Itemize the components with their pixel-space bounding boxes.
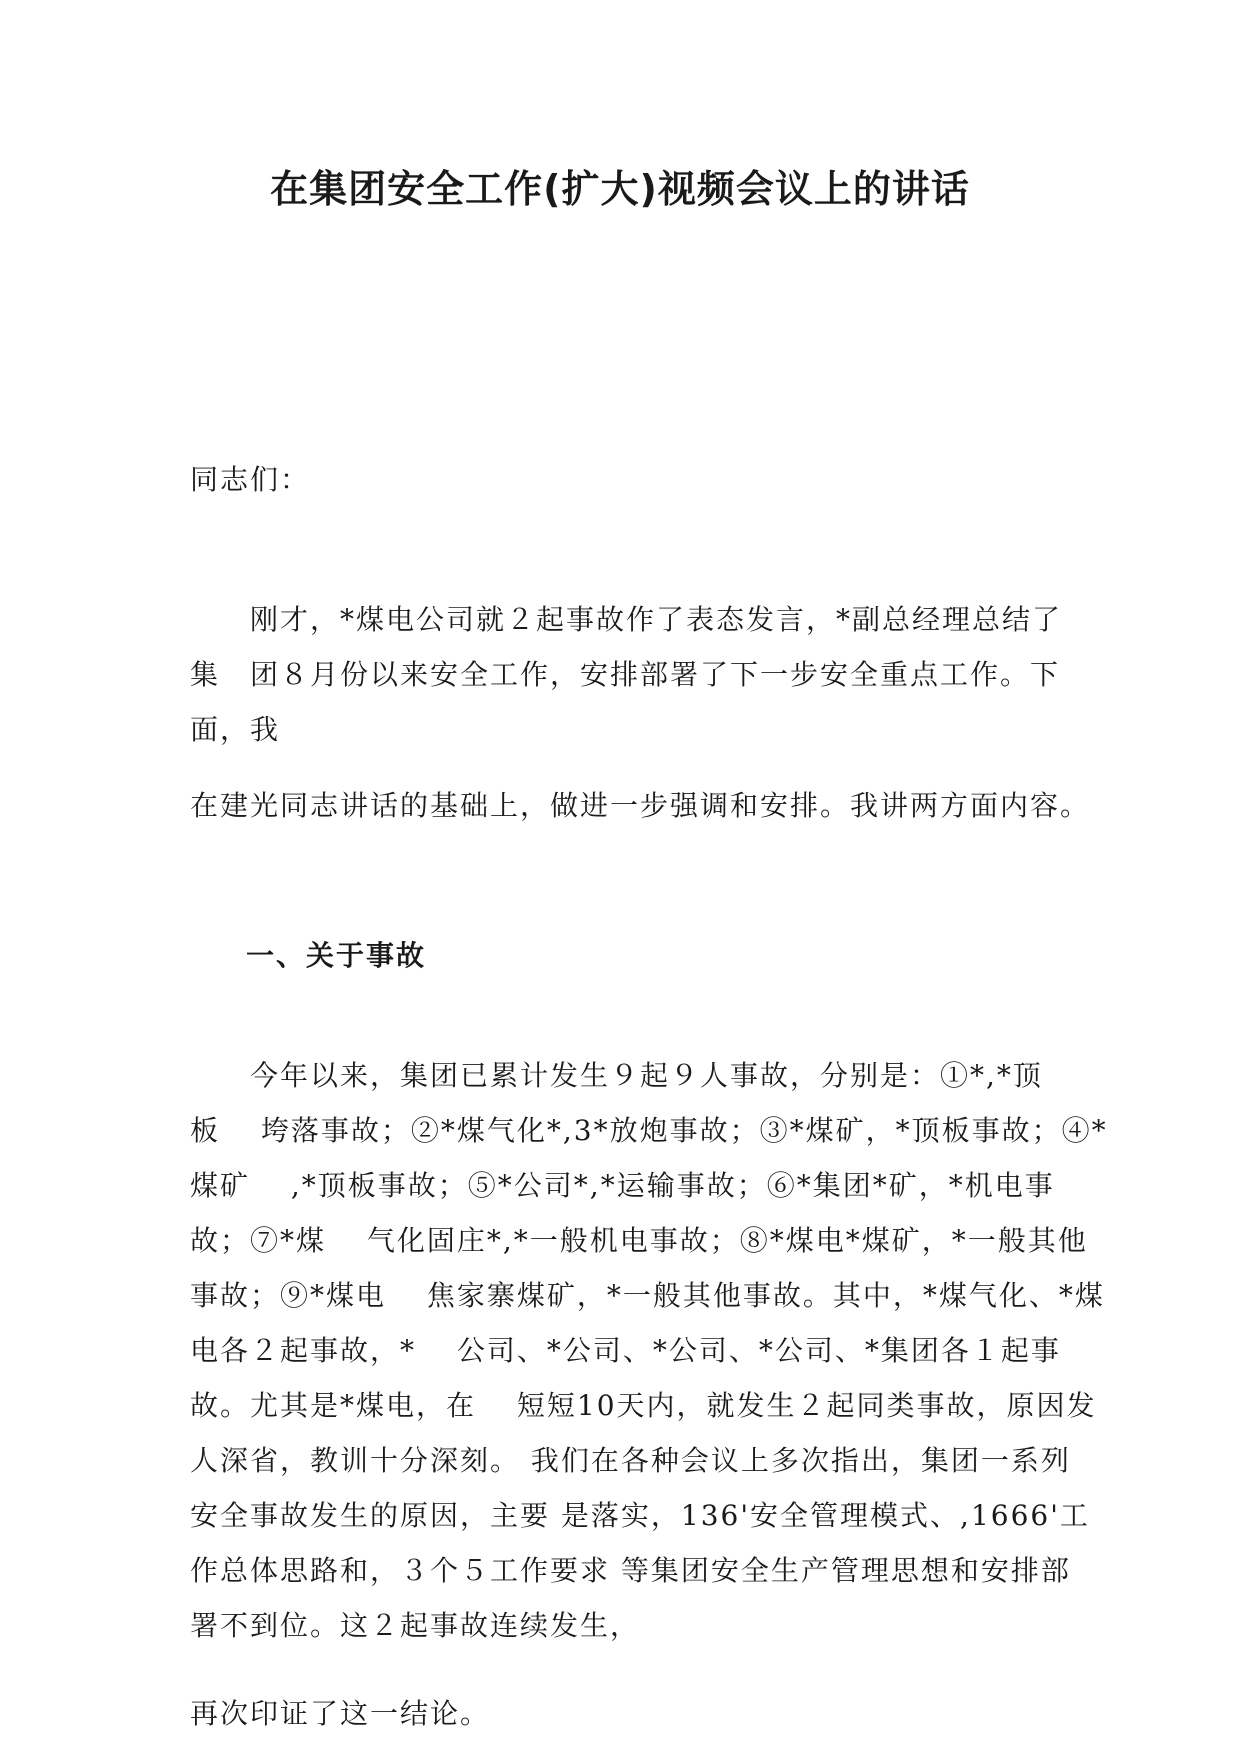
paragraph-line: 故；⑦*煤 气化固庄*,*一般机电事故；⑧*煤电*煤矿，*一般其他 xyxy=(190,1224,1088,1257)
paragraph-line: 集 团８月份以来安全工作，安排部署了下一步安全重点工作。下 xyxy=(190,658,1061,691)
paragraph-line: 面，我 xyxy=(190,713,281,746)
paragraph-line: 再次印证了这一结论。 xyxy=(190,1697,491,1730)
paragraph-opening xyxy=(190,592,1070,757)
section-heading-accidents xyxy=(246,928,1126,983)
paragraph-line: 署不到位。这２起事故连续发生， xyxy=(190,1609,641,1642)
paragraph-line: 刚才，*煤电公司就２起事故作了表态发言，*副总经理总结了 xyxy=(190,603,1063,636)
paragraph-line: 今年以来，集团已累计发生９起９人事故，分别是：①*,*顶 xyxy=(190,1059,1043,1092)
document-title: 在集团安全工作(扩大)视频会议上的讲话 xyxy=(270,167,970,211)
paragraph-line: 安全事故发生的原因，主要 是落实，136'安全管理模式、,1666'工 xyxy=(190,1499,1090,1532)
paragraph-line: 事故；⑨*煤电 焦家寨煤矿，*一般其他事故。其中，*煤气化、*煤 xyxy=(190,1279,1105,1312)
paragraph-line: 电各２起事故，* 公司、*公司、*公司、*公司、*集团各１起事 xyxy=(190,1334,1061,1367)
paragraph-line: 在建光同志讲话的基础上，做进一步强调和安排。我讲两方面内容。 xyxy=(190,789,1091,822)
paragraph-line: 板 垮落事故；②*煤气化*,3*放炮事故；③*煤矿，*顶板事故；④* xyxy=(190,1114,1108,1147)
paragraph-line: 煤矿 ,*顶板事故；⑤*公司*,*运输事故；⑥*集团*矿，*机电事 xyxy=(190,1169,1055,1202)
paragraph-line: 故。尤其是*煤电，在 短短10天内，就发生２起同类事故，原因发 xyxy=(190,1389,1097,1422)
paragraph-line: 作总体思路和，３个５工作要求 等集团安全生产管理思想和安排部 xyxy=(190,1554,1071,1587)
section-heading-text: 一、关于事故 xyxy=(246,939,427,972)
paragraph-line: 人深省，教训十分深刻。 我们在各种会议上多次指出，集团一系列 xyxy=(190,1444,1071,1477)
paragraph-opening-continuation xyxy=(190,778,1091,833)
paragraph-accidents-continuation xyxy=(190,1686,1070,1741)
salutation xyxy=(190,452,1070,507)
salutation-text: 同志们： xyxy=(190,463,311,496)
paragraph-accidents xyxy=(190,1048,1108,1653)
